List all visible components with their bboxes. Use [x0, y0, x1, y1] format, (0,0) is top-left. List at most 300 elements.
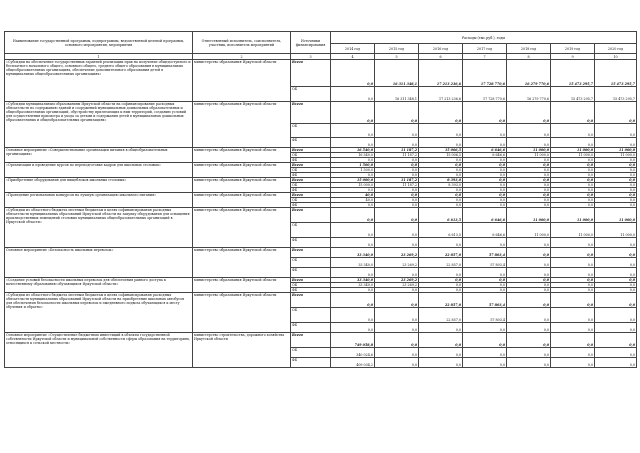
expense-cell: 57 803,4 — [463, 293, 507, 308]
expense-cell: 0,0 — [331, 188, 375, 193]
row-executor: министерство образования Иркутской области — [193, 148, 291, 163]
expense-cell: 0,0 — [595, 283, 637, 288]
expense-cell: 22 857,0 — [419, 248, 463, 258]
expense-cell: 0,0 — [551, 308, 595, 323]
row-funding-source: ОБ — [291, 283, 331, 288]
expense-cell: 0,0 — [595, 258, 637, 268]
expense-cell: 0,0 — [507, 138, 551, 148]
row-executor: министерство образования Иркутской области — [193, 293, 291, 333]
row-program-name: «Субсидии на обеспечение государственных гарантий реализации прав на получение общедоступного и бесплатного начального общего, основного общего, среднего общего образования в муниципальных общеобразовательных организациях, обеспечение дополнительного образования детей в муниципальных общеобразовательных организациях» — [5, 60, 193, 102]
expense-cell: 0,0 — [463, 203, 507, 208]
expense-cell: 11 187,2 — [375, 148, 419, 153]
expense-cell: 0,0 — [463, 102, 507, 124]
expense-cell: 0,0 — [551, 358, 595, 368]
expense-cell: 0,0 — [331, 288, 375, 293]
expense-cell: 0,0 — [463, 323, 507, 333]
expense-cell: 0,0 — [551, 278, 595, 283]
row-funding-source: Всего — [291, 163, 331, 168]
row-funding-source: ОБ — [291, 183, 331, 188]
expense-cell: 0,0 — [507, 102, 551, 124]
row-executor: министерство строительства, дорожного хозяйства Иркутской области — [193, 333, 291, 368]
expense-cell: 0,0 — [331, 208, 375, 223]
header-row — [5, 32, 637, 44]
row-funding-source: Всего — [291, 193, 331, 198]
expense-cell: 0,0 — [595, 293, 637, 308]
expense-cell: 0,0 — [375, 173, 419, 178]
expense-cell: 0,0 — [463, 278, 507, 283]
row-program-name: Основное мероприятие «Осуществление бюджетных инвестиций в объекты государственной собственности Иркутской области и муниципальной собственности сферы образования на территориях, относящихся к сельской местности» — [5, 333, 193, 368]
expense-cell: 0,0 — [375, 203, 419, 208]
expense-cell: 0,0 — [507, 308, 551, 323]
expense-cell: 0,0 — [551, 288, 595, 293]
expense-cell: 0,0 — [331, 293, 375, 308]
expense-cell: 0,0 — [507, 283, 551, 288]
expense-cell: 33 340,0 — [331, 258, 375, 268]
expense-cell: 11 000,0 — [595, 153, 637, 158]
expense-cell: 0,0 — [419, 102, 463, 124]
expense-cell: 0,0 — [551, 173, 595, 178]
column-number: 10 — [595, 54, 637, 60]
expense-cell: 0,0 — [595, 248, 637, 258]
expense-cell: 0,0 — [551, 138, 595, 148]
expense-cell: 0,0 — [375, 323, 419, 333]
expense-cell: 0,0 — [331, 308, 375, 323]
row-funding-source: ФБ — [291, 238, 331, 248]
table-row — [5, 208, 637, 223]
expense-cell: 0,0 — [595, 278, 637, 283]
expense-cell: 40,0 — [331, 193, 375, 198]
row-executor: министерство образования Иркутской области — [193, 102, 291, 148]
expense-cell: 749 058,8 — [331, 333, 375, 348]
expense-cell: 0,0 — [551, 193, 595, 198]
expense-cell: 0,0 — [463, 268, 507, 278]
expense-cell: 0,0 — [551, 283, 595, 288]
expense-cell: 0,0 — [507, 348, 551, 358]
expense-cell: 6 646,6 — [463, 148, 507, 153]
row-funding-source: ОБ — [291, 348, 331, 358]
row-funding-source: Всего — [291, 60, 331, 87]
expense-cell: 0,0 — [551, 102, 595, 124]
expense-cell: 0,0 — [375, 102, 419, 124]
expense-cell: 0,0 — [595, 158, 637, 163]
table-row — [5, 60, 637, 87]
expense-cell: 0,0 — [551, 183, 595, 188]
expense-cell: 340 024,6 — [331, 348, 375, 358]
expense-cell: 33 340,0 — [331, 278, 375, 283]
expense-cell: 0,0 — [331, 138, 375, 148]
expense-cell: 0,0 — [463, 183, 507, 188]
row-funding-source: ОБ — [291, 153, 331, 158]
expense-cell: 0,0 — [375, 188, 419, 193]
expense-cell: 11 000,0 — [507, 208, 551, 223]
row-funding-source: ОБ — [291, 258, 331, 268]
expense-cell: 40,0 — [331, 198, 375, 203]
expense-cell: 0,0 — [507, 168, 551, 173]
expense-cell: 0,0 — [419, 333, 463, 348]
row-funding-source: ОБ — [291, 168, 331, 173]
column-number: 4 — [331, 54, 375, 60]
expense-cell: 11 187,2 — [375, 183, 419, 188]
expense-cell: 11 000,0 — [551, 153, 595, 158]
expense-cell: 0,0 — [419, 348, 463, 358]
expense-cell: 0,0 — [331, 223, 375, 238]
expense-cell: 0,0 — [595, 268, 637, 278]
column-number: 9 — [551, 54, 595, 60]
expense-cell: 6 613,5 — [419, 208, 463, 223]
expense-cell: 0,0 — [507, 198, 551, 203]
column-number: 3 — [291, 54, 331, 60]
expense-cell: 11 187,2 — [375, 178, 419, 183]
row-program-name: «Субсидии из областного бюджета местным бюджетам в целях софинансирования расходных обязательств муниципальных образований Иркутской области на приобретение школьных автобусов для обеспечения безопасности школьных перевозок и ежедневного подвоза обучающихся к месту обучения и обратно» — [5, 293, 193, 333]
expense-cell: 0,0 — [507, 178, 551, 183]
row-executor: министерство образования Иркутской области — [193, 193, 291, 208]
row-funding-source: Всего — [291, 278, 331, 283]
expense-cell: 0,0 — [419, 278, 463, 283]
expense-cell: 0,0 — [551, 203, 595, 208]
expense-cell: 0,0 — [419, 188, 463, 193]
expense-cell: 0,0 — [331, 60, 375, 87]
expense-cell: 0,0 — [375, 124, 419, 138]
expense-cell: 0,0 — [419, 124, 463, 138]
expense-cell: 33 340,0 — [331, 248, 375, 258]
row-funding-source: ОБ — [291, 308, 331, 323]
expense-cell: 0,0 — [375, 308, 419, 323]
table-row — [5, 333, 637, 348]
header-year: 2020 год — [595, 44, 637, 54]
expense-cell: 17 728 770,6 — [463, 60, 507, 87]
expense-cell: 0,0 — [331, 102, 375, 124]
expense-cell: 0,0 — [507, 173, 551, 178]
row-executor: министерство образования Иркутской области — [193, 178, 291, 193]
expense-cell: 0,0 — [419, 203, 463, 208]
expense-cell: 15 000,0 — [331, 183, 375, 188]
expense-cell: 23 269,2 — [375, 248, 419, 258]
expense-cell: 0,0 — [507, 188, 551, 193]
header-year: 2019 год — [551, 44, 595, 54]
header-year: 2018 год — [507, 44, 551, 54]
expense-cell: 0,0 — [463, 358, 507, 368]
expense-cell: 16 540,0 — [331, 153, 375, 158]
expense-cell: 0,0 — [595, 163, 637, 168]
header-year: 2017 год — [463, 44, 507, 54]
column-number: 6 — [419, 54, 463, 60]
row-program-name: «Создание условий безопасности школьных перевозок для обеспечения равного доступа к качественному образованию обучающихся Иркутской области» — [5, 278, 193, 293]
expense-cell: 0,0 — [595, 198, 637, 203]
expense-cell: 0,0 — [419, 163, 463, 168]
expense-cell: 0,0 — [595, 348, 637, 358]
expense-cell: 33 340,0 — [331, 283, 375, 288]
table-row — [5, 293, 637, 308]
row-funding-source: Всего — [291, 333, 331, 348]
expense-cell: 6 613,5 — [419, 223, 463, 238]
expense-cell: 15 006,5 — [419, 153, 463, 158]
expense-cell: 0,0 — [419, 283, 463, 288]
expense-cell: 0,0 — [463, 163, 507, 168]
expense-cell: 11 187,2 — [375, 153, 419, 158]
row-executor: министерство образования Иркутской области — [193, 163, 291, 178]
expense-cell: 0,0 — [375, 193, 419, 198]
expense-cell: 0,0 — [375, 348, 419, 358]
expense-cell: 0,0 — [595, 188, 637, 193]
expense-cell: 11 000,0 — [507, 148, 551, 153]
column-number: 7 — [463, 54, 507, 60]
expense-cell: 23 269,2 — [375, 283, 419, 288]
row-funding-source: ФБ — [291, 158, 331, 163]
expense-cell: 409 034,2 — [331, 358, 375, 368]
expense-cell: 0,0 — [551, 248, 595, 258]
expense-cell: 0,0 — [463, 138, 507, 148]
expense-cell: 0,0 — [331, 87, 375, 102]
column-number: 1 — [5, 54, 193, 60]
table-body — [5, 60, 637, 368]
row-funding-source: ФБ — [291, 323, 331, 333]
expense-cell: 0,0 — [331, 173, 375, 178]
expense-cell: 1 500,0 — [331, 163, 375, 168]
expense-cell: 0,0 — [507, 258, 551, 268]
expense-cell: 0,0 — [551, 163, 595, 168]
expense-cell: 16 540,0 — [331, 148, 375, 153]
column-number: 8 — [507, 54, 551, 60]
expense-cell: 0,0 — [551, 124, 595, 138]
expense-cell: 0,0 — [463, 348, 507, 358]
expense-cell: 57 803,4 — [463, 258, 507, 268]
expense-cell: 11 000,0 — [507, 223, 551, 238]
row-executor: министерство образования Иркутской области — [193, 248, 291, 278]
expense-cell: 0,0 — [551, 158, 595, 163]
expense-cell: 0,0 — [463, 283, 507, 288]
expense-cell: 0,0 — [463, 168, 507, 173]
column-number: 5 — [375, 54, 419, 60]
expense-cell: 0,0 — [507, 293, 551, 308]
expense-cell: 0,0 — [375, 138, 419, 148]
column-number: 2 — [193, 54, 291, 60]
expense-cell: 0,0 — [551, 178, 595, 183]
expense-cell: 0,0 — [419, 173, 463, 178]
expense-cell: 15 473 295,7 — [595, 60, 637, 87]
expense-cell: 0,0 — [419, 268, 463, 278]
expense-cell: 0,0 — [419, 238, 463, 248]
expense-cell: 0,0 — [595, 138, 637, 148]
row-program-name: «Субсидии из областного бюджета местным бюджетам в целях софинансирования расходных обязательств муниципальных образований Иркутской области на закупку оборудования для оснащения производственных помещений столовых муниципальных общеобразовательных организаций в Иркутской области» — [5, 208, 193, 248]
expense-cell: 0,0 — [331, 158, 375, 163]
expense-cell: 0,0 — [551, 293, 595, 308]
expense-cell: 0,0 — [331, 268, 375, 278]
expense-cell: 0,0 — [331, 124, 375, 138]
expense-cell: 0,0 — [375, 293, 419, 308]
expense-cell: 8 393,0 — [419, 183, 463, 188]
row-funding-source: Всего — [291, 178, 331, 183]
expense-cell: 0,0 — [507, 333, 551, 348]
expense-cell: 22 857,0 — [419, 308, 463, 323]
expense-cell: 11 000,0 — [507, 153, 551, 158]
expense-cell: 0,0 — [595, 203, 637, 208]
expense-cell: 0,0 — [463, 178, 507, 183]
expense-cell: 0,0 — [595, 288, 637, 293]
expense-cell: 0,0 — [507, 124, 551, 138]
expense-cell: 0,0 — [595, 183, 637, 188]
expense-cell: 0,0 — [507, 358, 551, 368]
expense-cell: 0,0 — [595, 333, 637, 348]
expense-cell: 0,0 — [507, 193, 551, 198]
expense-cell: 0,0 — [551, 348, 595, 358]
expense-cell: 0,0 — [463, 173, 507, 178]
expense-cell: 0,0 — [595, 168, 637, 173]
header-year: 2015 год — [375, 44, 419, 54]
expense-cell: 0,0 — [507, 288, 551, 293]
expense-cell: 0,0 — [375, 333, 419, 348]
header-program-name: Наименование государственной программы, подпрограммы, ведомственной целевой программы, основного мероприятия, мероприятия — [5, 32, 193, 54]
expense-cell: 0,0 — [331, 203, 375, 208]
row-program-name: «Приобретение оборудования для пищеблоков школьных столовых» — [5, 178, 193, 193]
row-funding-source: Всего — [291, 248, 331, 258]
expense-cell: 0,0 — [551, 268, 595, 278]
expense-cell: 0,0 — [507, 203, 551, 208]
expense-cell: 0,0 — [463, 193, 507, 198]
expense-cell: 15 006,5 — [419, 148, 463, 153]
expense-cell: 6 646,6 — [463, 208, 507, 223]
expense-cell: 0,0 — [595, 124, 637, 138]
expense-cell: 0,0 — [375, 158, 419, 163]
header-expenses: Расходы (тыс.руб.), годы — [331, 32, 637, 44]
row-funding-source: Всего — [291, 208, 331, 223]
expense-cell: 0,0 — [507, 323, 551, 333]
expense-cell: 0,0 — [375, 238, 419, 248]
expense-cell: 0,0 — [595, 178, 637, 183]
expense-cell: 57 803,4 — [463, 308, 507, 323]
expense-cell: 8 393,0 — [419, 178, 463, 183]
expense-cell: 23 269,2 — [375, 278, 419, 283]
expense-cell: 0,0 — [507, 183, 551, 188]
expense-cell: 16 279 770,6 — [507, 60, 551, 87]
expense-cell: 57 803,4 — [463, 248, 507, 258]
row-funding-source: Всего — [291, 293, 331, 308]
expense-cell: 11 000,0 — [551, 208, 595, 223]
expense-cell: 0,0 — [595, 308, 637, 323]
expense-cell: 15 000,0 — [331, 178, 375, 183]
expense-cell: 15 473 295,7 — [551, 87, 595, 102]
row-funding-source: ФБ — [291, 203, 331, 208]
expense-cell: 0,0 — [595, 102, 637, 124]
expense-cell: 6 646,6 — [463, 153, 507, 158]
budget-table — [4, 31, 637, 368]
header-executor: Ответственный исполнитель, соисполнитель, участник, исполнитель мероприятий — [193, 32, 291, 54]
row-funding-source: ОБ — [291, 198, 331, 203]
row-funding-source: ОБ — [291, 223, 331, 238]
expense-cell: 0,0 — [463, 188, 507, 193]
expense-cell: 0,0 — [595, 238, 637, 248]
expense-cell: 0,0 — [419, 193, 463, 198]
expense-cell: 0,0 — [507, 158, 551, 163]
expense-cell: 0,0 — [419, 358, 463, 368]
row-funding-source: ФБ — [291, 173, 331, 178]
expense-cell: 0,0 — [595, 193, 637, 198]
row-funding-source: ФБ — [291, 268, 331, 278]
expense-cell: 22 857,0 — [419, 293, 463, 308]
table-row — [5, 248, 637, 258]
row-funding-source: ОБ — [291, 87, 331, 102]
expense-cell: 0,0 — [419, 168, 463, 173]
expense-cell: 0,0 — [595, 323, 637, 333]
expense-cell: 0,0 — [331, 238, 375, 248]
expense-cell: 0,0 — [551, 333, 595, 348]
expense-cell: 0,0 — [375, 288, 419, 293]
expense-cell: 0,0 — [419, 198, 463, 203]
expense-cell: 0,0 — [375, 358, 419, 368]
expense-cell: 15 473 295,7 — [595, 87, 637, 102]
expense-cell: 0,0 — [375, 268, 419, 278]
expense-cell: 16 311 348,1 — [375, 87, 419, 102]
expense-cell: 0,0 — [595, 358, 637, 368]
row-funding-source: ФБ — [291, 138, 331, 148]
row-program-name: Основное мероприятие «Безопасность школьных перевозок» — [5, 248, 193, 278]
row-executor: министерство образования Иркутской области — [193, 208, 291, 248]
expense-cell: 0,0 — [375, 168, 419, 173]
row-funding-source: ФБ — [291, 188, 331, 193]
row-executor: министерство образования Иркутской области — [193, 60, 291, 102]
expense-cell: 0,0 — [463, 238, 507, 248]
expense-cell: 17 213 236,6 — [419, 60, 463, 87]
row-program-name: «Проведение региональных конкурсов на лучшую организацию школьного питания» — [5, 193, 193, 208]
header-year: 2016 год — [419, 44, 463, 54]
expense-cell: 0,0 — [507, 238, 551, 248]
expense-cell: 0,0 — [375, 198, 419, 203]
expense-cell: 11 000,0 — [595, 148, 637, 153]
expense-cell: 23 269,2 — [375, 258, 419, 268]
expense-cell: 0,0 — [375, 163, 419, 168]
header-year: 2014 год — [331, 44, 375, 54]
table-row — [5, 102, 637, 124]
row-program-name: «Субсидии муниципальным образованиям Иркутской области на софинансирование расходных обязательств по содержанию зданий и сооружений муниципальных дошкольных образовательных и общеобразовательных организаций, обустройству прилегающих к ним территорий, созданию условий для осуществления присмотра и ухода за детьми и содержания детей в муниципальных дошкольных образовательных и общеобразовательных организациях» — [5, 102, 193, 148]
expense-cell: 0,0 — [551, 238, 595, 248]
row-funding-source: ФБ — [291, 358, 331, 368]
expense-cell: 17 213 236,6 — [419, 87, 463, 102]
expense-cell: 0,0 — [551, 188, 595, 193]
expense-cell: 11 000,0 — [551, 148, 595, 153]
expense-cell: 0,0 — [551, 198, 595, 203]
expense-cell: 0,0 — [419, 158, 463, 163]
row-funding-source: ФБ — [291, 288, 331, 293]
row-program-name: «Организация и проведение курсов по переподготовке кадров для школьных столовых» — [5, 163, 193, 178]
expense-cell: 0,0 — [331, 323, 375, 333]
document-page — [4, 31, 636, 368]
expense-cell: 11 000,0 — [595, 223, 637, 238]
row-funding-source: Всего — [291, 102, 331, 124]
row-executor: министерство образования Иркутской области — [193, 278, 291, 293]
expense-cell: 6 646,6 — [463, 223, 507, 238]
expense-cell: 22 857,0 — [419, 258, 463, 268]
expense-cell: 0,0 — [507, 163, 551, 168]
expense-cell: 0,0 — [551, 168, 595, 173]
header-funding-source: Источники финансирования — [291, 32, 331, 54]
expense-cell: 17 728 770,6 — [463, 87, 507, 102]
expense-cell: 16 279 770,6 — [507, 87, 551, 102]
expense-cell: 0,0 — [375, 208, 419, 223]
expense-cell: 0,0 — [463, 158, 507, 163]
expense-cell: 0,0 — [463, 333, 507, 348]
expense-cell: 11 000,0 — [551, 223, 595, 238]
expense-cell: 0,0 — [551, 323, 595, 333]
expense-cell: 0,0 — [419, 138, 463, 148]
expense-cell: 0,0 — [551, 258, 595, 268]
expense-cell: 0,0 — [463, 198, 507, 203]
expense-cell: 16 311 348,1 — [375, 60, 419, 87]
expense-cell: 0,0 — [595, 173, 637, 178]
expense-cell: 11 000,0 — [595, 208, 637, 223]
expense-cell: 15 473 295,7 — [551, 60, 595, 87]
row-funding-source: ОБ — [291, 124, 331, 138]
expense-cell: 0,0 — [419, 288, 463, 293]
expense-cell: 0,0 — [419, 323, 463, 333]
